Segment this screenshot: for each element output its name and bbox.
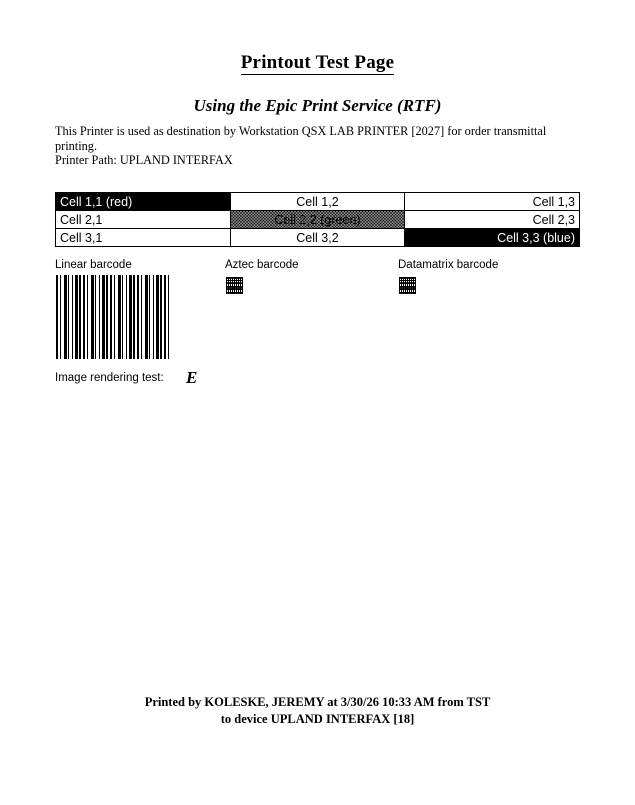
- aztec-barcode-icon: [226, 277, 243, 294]
- cell-2-2-label: Cell 2,2 (green): [274, 212, 361, 227]
- aztec-barcode-label: Aztec barcode: [225, 259, 299, 271]
- page-subtitle: Using the Epic Print Service (RTF): [193, 96, 442, 115]
- printer-path: Printer Path: UPLAND INTERFAX: [55, 153, 233, 167]
- cell-3-1: Cell 3,1: [56, 229, 231, 247]
- table-row: [56, 229, 580, 247]
- datamatrix-barcode-icon: [399, 277, 416, 294]
- cell-2-1: Cell 2,1: [56, 211, 231, 229]
- image-test-label: Image rendering test:: [55, 372, 164, 384]
- datamatrix-barcode-label: Datamatrix barcode: [398, 259, 499, 271]
- cell-3-3: Cell 3,3 (blue): [405, 229, 580, 247]
- cell-2-2: [230, 211, 405, 229]
- page-title: [0, 52, 635, 74]
- footer-line-2: to device UPLAND INTERFAX [18]: [220, 712, 415, 726]
- image-test-glyph: E: [186, 368, 198, 387]
- cell-3-2: Cell 3,2: [230, 229, 405, 247]
- test-grid-table: [55, 192, 580, 247]
- linear-barcode-icon: [56, 275, 172, 359]
- printer-description: This Printer is used as destination by Workstation QSX LAB PRINTER [2027] for order transmittal printing.: [55, 124, 547, 153]
- linear-barcode-label: Linear barcode: [55, 259, 132, 271]
- page-footer: [0, 694, 635, 728]
- table-row: [56, 193, 580, 211]
- cell-1-2: Cell 1,2: [230, 193, 405, 211]
- footer-line-1: Printed by KOLESKE, JEREMY at 3/30/26 10:33 AM from TST: [144, 695, 491, 709]
- cell-2-3: Cell 2,3: [405, 211, 580, 229]
- table-row: [56, 211, 580, 229]
- cell-1-3: Cell 1,3: [405, 193, 580, 211]
- page-title-text: Printout Test Page: [240, 52, 395, 73]
- cell-1-1: Cell 1,1 (red): [56, 193, 231, 211]
